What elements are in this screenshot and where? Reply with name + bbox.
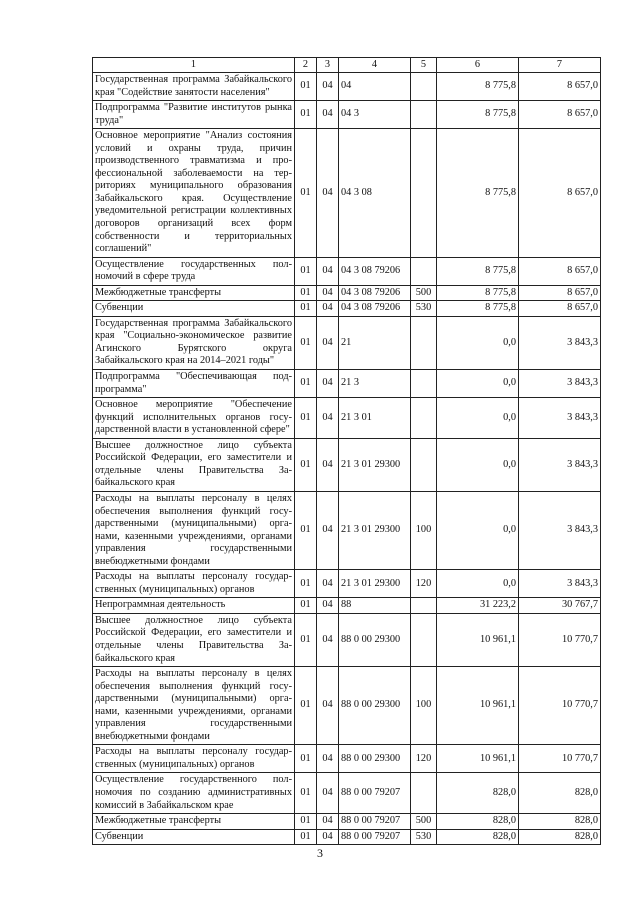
page-number: 3 — [317, 846, 323, 860]
table-row — [93, 316, 601, 369]
row-name: Высшее должностное лицо субъекта Российской Федерации, его заместители и отдельные члены Правительства Забайкальского края — [93, 613, 295, 666]
row-subsection: 04 — [317, 773, 339, 814]
row-subsection: 04 — [317, 285, 339, 301]
row-amount-1: 8 775,8 — [437, 129, 519, 257]
row-section: 01 — [295, 101, 317, 129]
row-target-code: 21 — [339, 316, 411, 369]
row-amount-1: 31 223,2 — [437, 598, 519, 614]
table-row — [93, 101, 601, 129]
row-amount-1: 0,0 — [437, 438, 519, 491]
table-row — [93, 814, 601, 830]
row-expense-type — [411, 398, 437, 439]
row-amount-1: 10 961,1 — [437, 745, 519, 773]
row-expense-type — [411, 438, 437, 491]
row-subsection: 04 — [317, 814, 339, 830]
row-amount-2: 828,0 — [519, 814, 601, 830]
row-amount-2: 3 843,3 — [519, 438, 601, 491]
table-row — [93, 301, 601, 317]
row-amount-2: 8 657,0 — [519, 129, 601, 257]
row-target-code: 88 — [339, 598, 411, 614]
row-expense-type — [411, 73, 437, 101]
row-subsection: 04 — [317, 101, 339, 129]
row-expense-type — [411, 129, 437, 257]
row-amount-1: 8 775,8 — [437, 73, 519, 101]
row-target-code: 21 3 01 29300 — [339, 491, 411, 569]
row-section: 01 — [295, 129, 317, 257]
table-row — [93, 129, 601, 257]
row-target-code: 88 0 00 79207 — [339, 829, 411, 845]
row-amount-1: 0,0 — [437, 570, 519, 598]
row-section: 01 — [295, 316, 317, 369]
row-amount-1: 0,0 — [437, 491, 519, 569]
row-name: Расходы на выплаты персоналу государственных (муниципальных) органов — [93, 570, 295, 598]
row-name: Основное мероприятие "Анализ состояния условий и охраны труда, причин производственного травматизма и профессиональной заболеваемости на территориях муниципального образования Забайкальского края. Осуществление уведомительной регистрации коллективных договоров организаций всех форм собственности и территориальных соглашений" — [93, 129, 295, 257]
budget-table — [92, 57, 601, 845]
row-name: Субвенции — [93, 829, 295, 845]
row-amount-2: 3 843,3 — [519, 316, 601, 369]
row-name: Субвенции — [93, 301, 295, 317]
row-section: 01 — [295, 745, 317, 773]
row-target-code: 04 3 08 — [339, 129, 411, 257]
row-amount-2: 10 770,7 — [519, 667, 601, 745]
row-name: Подпрограмма "Обеспечивающая подпрограмма" — [93, 370, 295, 398]
table-row — [93, 257, 601, 285]
table-row — [93, 598, 601, 614]
row-target-code: 04 3 08 79206 — [339, 257, 411, 285]
row-amount-2: 8 657,0 — [519, 257, 601, 285]
row-expense-type — [411, 316, 437, 369]
row-amount-2: 30 767,7 — [519, 598, 601, 614]
row-amount-1: 8 775,8 — [437, 257, 519, 285]
row-target-code: 04 3 — [339, 101, 411, 129]
row-name: Межбюджетные трансферты — [93, 814, 295, 830]
table-row — [93, 667, 601, 745]
table-row — [93, 829, 601, 845]
row-name: Основное мероприятие "Обеспечение функций исполнительных органов государственной власти в установленной сфере" — [93, 398, 295, 439]
row-name: Осуществление государственного полномочия по созданию административных комиссий в Забайкальском крае — [93, 773, 295, 814]
row-expense-type: 100 — [411, 491, 437, 569]
table-row — [93, 613, 601, 666]
row-amount-2: 10 770,7 — [519, 613, 601, 666]
row-target-code: 21 3 01 — [339, 398, 411, 439]
row-amount-1: 0,0 — [437, 398, 519, 439]
row-amount-1: 0,0 — [437, 370, 519, 398]
row-target-code: 88 0 00 29300 — [339, 667, 411, 745]
row-amount-2: 3 843,3 — [519, 370, 601, 398]
row-subsection: 04 — [317, 129, 339, 257]
row-amount-2: 8 657,0 — [519, 73, 601, 101]
row-expense-type: 530 — [411, 829, 437, 845]
row-subsection: 04 — [317, 491, 339, 569]
row-amount-1: 10 961,1 — [437, 667, 519, 745]
column-header: 2 — [295, 58, 317, 73]
row-amount-2: 828,0 — [519, 829, 601, 845]
row-target-code: 88 0 00 79207 — [339, 814, 411, 830]
row-subsection: 04 — [317, 257, 339, 285]
row-section: 01 — [295, 438, 317, 491]
row-amount-2: 8 657,0 — [519, 285, 601, 301]
row-expense-type: 120 — [411, 570, 437, 598]
row-subsection: 04 — [317, 316, 339, 369]
row-name: Государственная программа Забайкальского края "Социально-экономическое развитие Агинского Бурятского округа Забайкальского края на 2014–2021 годы" — [93, 316, 295, 369]
row-expense-type: 500 — [411, 285, 437, 301]
row-subsection: 04 — [317, 667, 339, 745]
row-subsection: 04 — [317, 570, 339, 598]
row-expense-type: 500 — [411, 814, 437, 830]
row-name: Расходы на выплаты персоналу государственных (муниципальных) органов — [93, 745, 295, 773]
row-section: 01 — [295, 398, 317, 439]
row-target-code: 88 0 00 29300 — [339, 745, 411, 773]
row-expense-type: 530 — [411, 301, 437, 317]
table-row — [93, 73, 601, 101]
row-name: Межбюджетные трансферты — [93, 285, 295, 301]
row-amount-2: 10 770,7 — [519, 745, 601, 773]
row-subsection: 04 — [317, 613, 339, 666]
row-amount-1: 10 961,1 — [437, 613, 519, 666]
row-section: 01 — [295, 301, 317, 317]
row-section: 01 — [295, 570, 317, 598]
row-subsection: 04 — [317, 598, 339, 614]
row-section: 01 — [295, 491, 317, 569]
row-subsection: 04 — [317, 398, 339, 439]
row-amount-2: 8 657,0 — [519, 301, 601, 317]
row-amount-1: 0,0 — [437, 316, 519, 369]
row-expense-type — [411, 773, 437, 814]
table-row — [93, 438, 601, 491]
row-target-code: 04 — [339, 73, 411, 101]
table-row — [93, 773, 601, 814]
column-header: 3 — [317, 58, 339, 73]
table-row — [93, 285, 601, 301]
row-amount-2: 3 843,3 — [519, 570, 601, 598]
row-name: Осуществление государственных полномочий в сфере труда — [93, 257, 295, 285]
row-amount-1: 8 775,8 — [437, 285, 519, 301]
row-expense-type — [411, 370, 437, 398]
row-section: 01 — [295, 667, 317, 745]
table-row — [93, 370, 601, 398]
row-target-code: 88 0 00 29300 — [339, 613, 411, 666]
row-expense-type — [411, 257, 437, 285]
row-section: 01 — [295, 370, 317, 398]
row-section: 01 — [295, 613, 317, 666]
row-section: 01 — [295, 773, 317, 814]
column-header: 4 — [339, 58, 411, 73]
row-expense-type: 120 — [411, 745, 437, 773]
row-target-code: 88 0 00 79207 — [339, 773, 411, 814]
row-subsection: 04 — [317, 73, 339, 101]
row-amount-1: 8 775,8 — [437, 301, 519, 317]
row-section: 01 — [295, 285, 317, 301]
column-header: 1 — [93, 58, 295, 73]
table-row — [93, 398, 601, 439]
row-amount-1: 828,0 — [437, 829, 519, 845]
header-row — [93, 58, 601, 73]
row-expense-type — [411, 598, 437, 614]
row-name: Непрограммная деятельность — [93, 598, 295, 614]
table-row — [93, 491, 601, 569]
row-section: 01 — [295, 257, 317, 285]
row-subsection: 04 — [317, 301, 339, 317]
row-target-code: 04 3 08 79206 — [339, 285, 411, 301]
row-amount-1: 828,0 — [437, 773, 519, 814]
row-amount-2: 828,0 — [519, 773, 601, 814]
row-target-code: 21 3 01 29300 — [339, 438, 411, 491]
row-amount-2: 3 843,3 — [519, 491, 601, 569]
column-header: 6 — [437, 58, 519, 73]
table-row — [93, 745, 601, 773]
row-expense-type — [411, 101, 437, 129]
row-name: Расходы на выплаты персоналу в целях обеспечения выполнения функций государственными (муниципальными) органами, казенными учреждениями, органами управления государственными внебюджетными фондами — [93, 491, 295, 569]
row-amount-2: 3 843,3 — [519, 398, 601, 439]
row-amount-1: 828,0 — [437, 814, 519, 830]
row-section: 01 — [295, 598, 317, 614]
column-header: 5 — [411, 58, 437, 73]
row-subsection: 04 — [317, 438, 339, 491]
row-target-code: 04 3 08 79206 — [339, 301, 411, 317]
row-section: 01 — [295, 814, 317, 830]
row-target-code: 21 3 01 29300 — [339, 570, 411, 598]
row-name: Расходы на выплаты персоналу в целях обеспечения выполнения функций государственными (муниципальными) органами, казенными учреждениями, органами управления государственными внебюджетными фондами — [93, 667, 295, 745]
row-name: Государственная программа Забайкальского края "Содействие занятости населения" — [93, 73, 295, 101]
row-target-code: 21 3 — [339, 370, 411, 398]
row-subsection: 04 — [317, 829, 339, 845]
table-body — [93, 73, 601, 845]
row-amount-2: 8 657,0 — [519, 101, 601, 129]
row-section: 01 — [295, 73, 317, 101]
row-name: Подпрограмма "Развитие институтов рынка труда" — [93, 101, 295, 129]
table-row — [93, 570, 601, 598]
row-amount-1: 8 775,8 — [437, 101, 519, 129]
row-expense-type — [411, 613, 437, 666]
row-subsection: 04 — [317, 745, 339, 773]
row-name: Высшее должностное лицо субъекта Российской Федерации, его заместители и отдельные члены Правительства Забайкальского края — [93, 438, 295, 491]
row-subsection: 04 — [317, 370, 339, 398]
column-header: 7 — [519, 58, 601, 73]
row-section: 01 — [295, 829, 317, 845]
row-expense-type: 100 — [411, 667, 437, 745]
